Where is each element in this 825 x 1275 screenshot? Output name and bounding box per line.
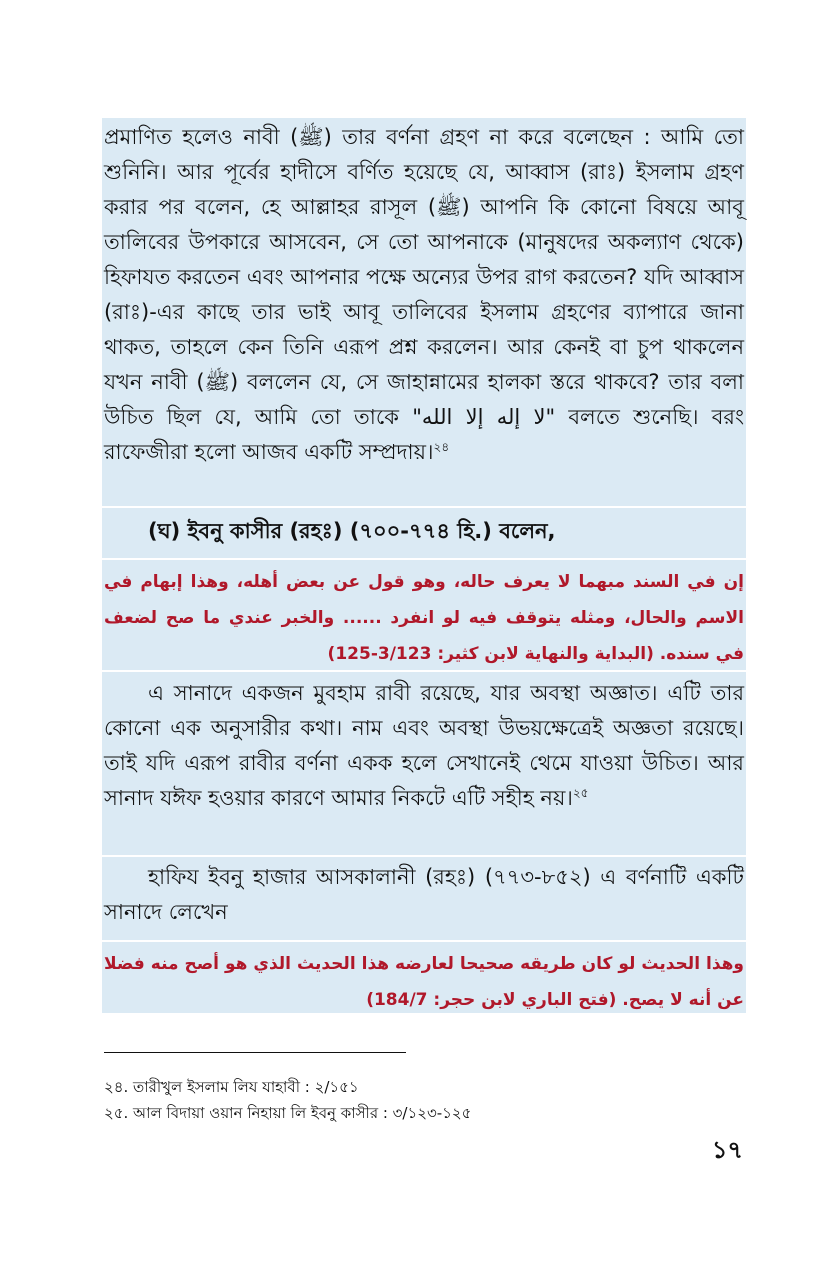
footnote-24: ২৪. তারীখুল ইসলাম লিয যাহাবী : ২/১৫১ [104,1078,359,1096]
body-paragraph-3 [104,860,744,930]
page-number: ১৭ [711,1136,743,1164]
band-separator [102,506,746,508]
band-separator [102,558,746,560]
band-separator [102,940,746,942]
paragraph-text: এ সানাদে একজন মুবহাম রাবী রয়েছে, যার অবস্থা অজ্ঞাত। এটি তার কোনো এক অনুসারীর কথা। নাম এবং অবস্থা উভয়ক্ষেত্রেই অজ্ঞতা রয়েছে। তাই যদি এরূপ রাবীর বর্ণনা একক হলে সেখানেই থেমে যাওয়া উচিত। আর সানাদ যঈফ হওয়ার কারণে আমার নিকটে এটি সহীহ নয়। [104,681,744,810]
paragraph-text: প্রমাণিত হলেও নাবী (ﷺ) তার বর্ণনা গ্রহণ না করে বলেছেন : আমি তো শুনিনি। আর পূর্বের হাদীসে বর্ণিত হয়েছে যে, আব্বাস (রাঃ) ইসলাম গ্রহণ করার পর বলেন, হে আল্লাহর রাসূল (ﷺ) আপনি কি কোনো বিষয়ে আবূ তালিবের উপকারে আসবেন, সে তো আপনাকে (মানুষদের অকল্যাণ থেকে) হিফাযত করতেন এবং আপনার পক্ষে অন্যের উপর রাগ করতেন? যদি আব্বাস (রাঃ)-এর কাছে তার ভাই আবূ তালিবের ইসলাম গ্রহণের ব্যাপারে জানা থাকত, তাহলে কেন তিনি এরূপ প্রশ্ন করলেন। আর কেনই বা চুপ থাকলেন যখন নাবী (ﷺ) বললেন যে, সে জাহান্নামের হালকা স্তরে থাকবে? তার বলা উচিত ছিল যে, আমি তো তাকে "لا إله إلا الله" বলতে শুনেছি। বরং রাফেজীরা হলো আজব একটি সম্প্রদায়। [104,125,744,464]
paragraph-text: হাফিয ইবনু হাজার আসকালানী (রহঃ) (৭৭৩-৮৫২) এ বর্ণনাটি একটি সানাদে লেখেন [104,865,744,924]
footnote-separator [104,1052,406,1053]
arabic-quote-1 [104,564,744,672]
section-heading-gha [104,514,744,549]
arabic-text: وهذا الحديث لو كان طريقه صحيحا لعارضه هذا الحديث الذي هو أصح منه فضلا عن أنه لا يصح. (فتح الباري لابن حجر: 184/7) [104,954,744,1010]
footnote-ref-25: ২৫ [572,786,589,800]
footnote-ref-24: ২৪ [433,440,450,454]
heading-text: (ঘ) ইবনু কাসীর (রহঃ) (৭০০-৭৭৪ হি.) বলেন, [148,519,556,543]
body-paragraph-1 [104,120,744,470]
arabic-quote-2 [104,946,744,1018]
footnote-25: ২৫. আল বিদায়া ওয়ান নিহায়া লি ইবনু কাসীর : ৩/১২৩-১২৫ [104,1104,472,1122]
band-separator [102,855,746,857]
arabic-text: إن في السند مبهما لا يعرف حاله، وهو قول عن بعض أهله، وهذا إبهام في الاسم والحال، ومثله يتوقف فيه لو انفرد ...... والخبر عندي ما صح لضعف في سنده. (البداية والنهاية لابن كثير: 3/123-125) [104,572,744,664]
body-paragraph-2 [104,676,744,816]
